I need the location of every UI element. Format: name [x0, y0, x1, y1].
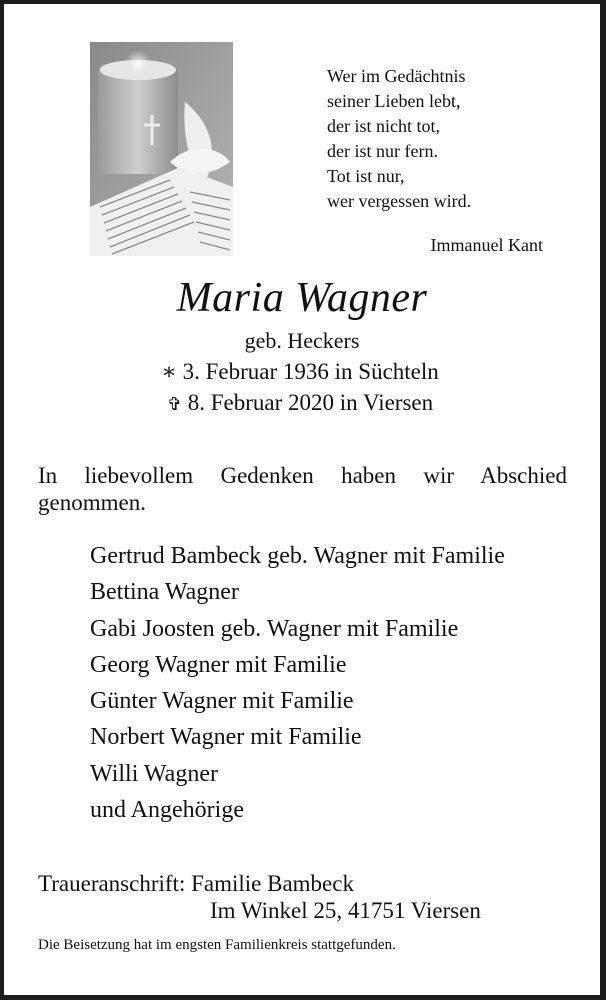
deceased-name: Maria Wagner — [176, 275, 428, 321]
family-member: Norbert Wagner mit Familie — [90, 724, 362, 751]
birth-star-icon: ∗ — [161, 359, 177, 384]
family-member: Georg Wagner mit Familie — [90, 651, 347, 678]
family-member: Günter Wagner mit Familie — [90, 688, 354, 715]
poem-author: Immanuel Kant — [430, 235, 543, 255]
poem-line: seiner Lieben lebt, — [327, 91, 461, 111]
family-list — [90, 538, 505, 828]
obituary-notice — [4, 4, 600, 995]
poem-line: der ist nicht tot, — [327, 116, 440, 136]
family-member: Willi Wagner — [90, 760, 218, 787]
mourning-address — [38, 870, 481, 924]
family-member: Bettina Wagner — [90, 579, 239, 606]
family-member: Gabi Joosten geb. Wagner mit Familie — [90, 615, 459, 642]
candle-bible-photo — [90, 42, 233, 256]
birth-name: geb. Heckers — [244, 328, 360, 353]
poem-line: Tot ist nur, — [327, 166, 405, 186]
cross-icon: ✞ — [166, 394, 182, 415]
address-street: Im Winkel 25, 41751 Viersen — [210, 898, 481, 923]
poem-line: der ist nur fern. — [327, 141, 438, 161]
intro-text: In liebevollem Gedenken haben wir Abschied genommen. — [38, 463, 567, 515]
poem-line: wer vergessen wird. — [327, 191, 472, 211]
family-member: Gertrud Bambeck geb. Wagner mit Familie — [90, 543, 505, 569]
address-label: Traueranschrift: Familie Bambeck — [38, 871, 354, 896]
birth-date: ∗ 3. Februar 1936 in Süchteln — [161, 359, 439, 384]
poem-line: Wer im Gedächtnis — [327, 66, 466, 86]
family-member: und Angehörige — [90, 797, 244, 824]
burial-note: Die Beisetzung hat im engsten Familienkreis stattgefunden. — [38, 937, 396, 953]
death-date: ✞ 8. Februar 2020 in Viersen — [166, 390, 434, 415]
poem — [327, 64, 471, 214]
